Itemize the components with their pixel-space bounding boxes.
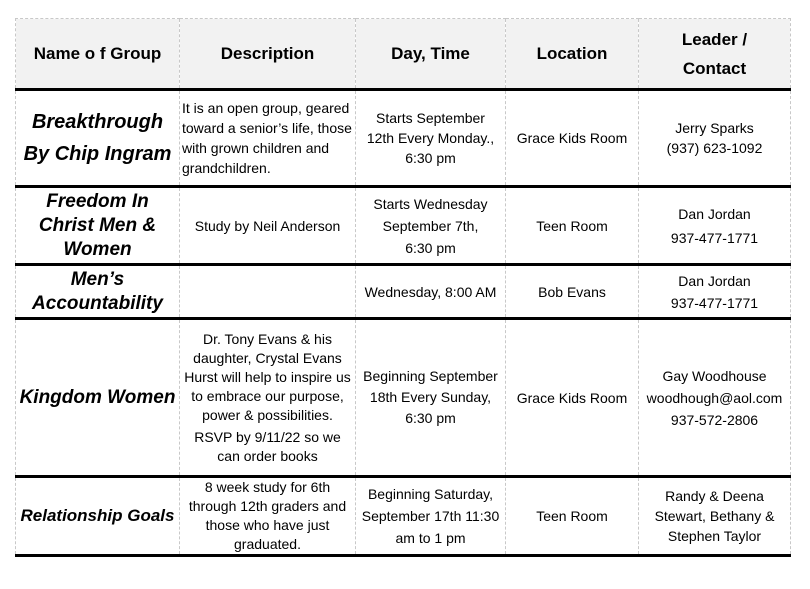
- group-leader: [639, 90, 791, 187]
- group-location: Bob Evans: [506, 265, 639, 319]
- header-description: Description: [180, 19, 356, 90]
- group-location: Grace Kids Room: [506, 319, 639, 477]
- leader-phone: 937-572-2806: [670, 411, 759, 428]
- group-leader: Randy & Deena Stewart, Bethany & Stephen Taylor: [639, 477, 791, 556]
- leader-name: Jerry Sparks: [675, 120, 754, 136]
- group-location: Grace Kids Room: [506, 90, 639, 187]
- group-day-time: Wednesday, 8:00 AM: [356, 265, 506, 319]
- group-day-time: Beginning Saturday, September 17th 11:30 am to 1 pm: [356, 477, 506, 556]
- group-description-cell: [180, 319, 356, 477]
- group-description: [180, 265, 356, 319]
- group-name: Kingdom Women: [16, 319, 180, 477]
- group-description: Dr. Tony Evans & his daughter, Crystal Evans Hurst will help to inspire us to embrace our purpose, power & possibilities.: [184, 330, 351, 423]
- group-description: Study by Neil Anderson: [180, 187, 356, 265]
- leader-name: Dan Jordan: [678, 272, 751, 289]
- group-description: 8 week study for 6th through 12th graders and those who have just graduated.: [180, 477, 356, 556]
- group-location: Teen Room: [506, 477, 639, 556]
- group-leader: [639, 187, 791, 265]
- table-row: [16, 477, 791, 556]
- header-name: Name o f Group: [16, 19, 180, 90]
- group-description: It is an open group, geared toward a senior’s life, those with grown children and grandchildren.: [180, 90, 356, 187]
- groups-table: [15, 18, 791, 557]
- group-leader: [639, 319, 791, 477]
- header-leader-label: Leader / Contact: [681, 29, 748, 78]
- group-day-time: Beginning September 18th Every Sunday, 6:30 pm: [356, 319, 506, 477]
- leader-phone: 937-477-1771: [670, 229, 759, 246]
- group-name: Relationship Goals: [16, 477, 180, 556]
- leader-phone: 937-477-1771: [670, 294, 759, 311]
- leader-phone: (937) 623-1092: [666, 140, 763, 156]
- group-name: Men’s Accountability: [16, 265, 180, 319]
- group-day-time: Starts September 12th Every Monday., 6:30 pm: [356, 90, 506, 187]
- group-location: Teen Room: [506, 187, 639, 265]
- header-row: [16, 19, 791, 90]
- group-day-time: Starts Wednesday September 7th, 6:30 pm: [356, 187, 506, 265]
- leader-name: Dan Jordan: [678, 205, 751, 222]
- header-day-time: Day, Time: [356, 19, 506, 90]
- group-description-note: RSVP by 9/11/22 so we can order books: [194, 428, 341, 464]
- table-row: [16, 265, 791, 319]
- header-location: Location: [506, 19, 639, 90]
- group-name: Freedom In Christ Men & Women: [16, 187, 180, 265]
- leader-email: woodhough@aol.com: [646, 389, 783, 406]
- group-name: Breakthrough By Chip Ingram: [16, 90, 180, 187]
- table-row: [16, 187, 791, 265]
- leader-name: Gay Woodhouse: [662, 367, 767, 384]
- header-leader: [639, 19, 791, 90]
- table-row: [16, 319, 791, 477]
- table-row: [16, 90, 791, 187]
- group-leader: [639, 265, 791, 319]
